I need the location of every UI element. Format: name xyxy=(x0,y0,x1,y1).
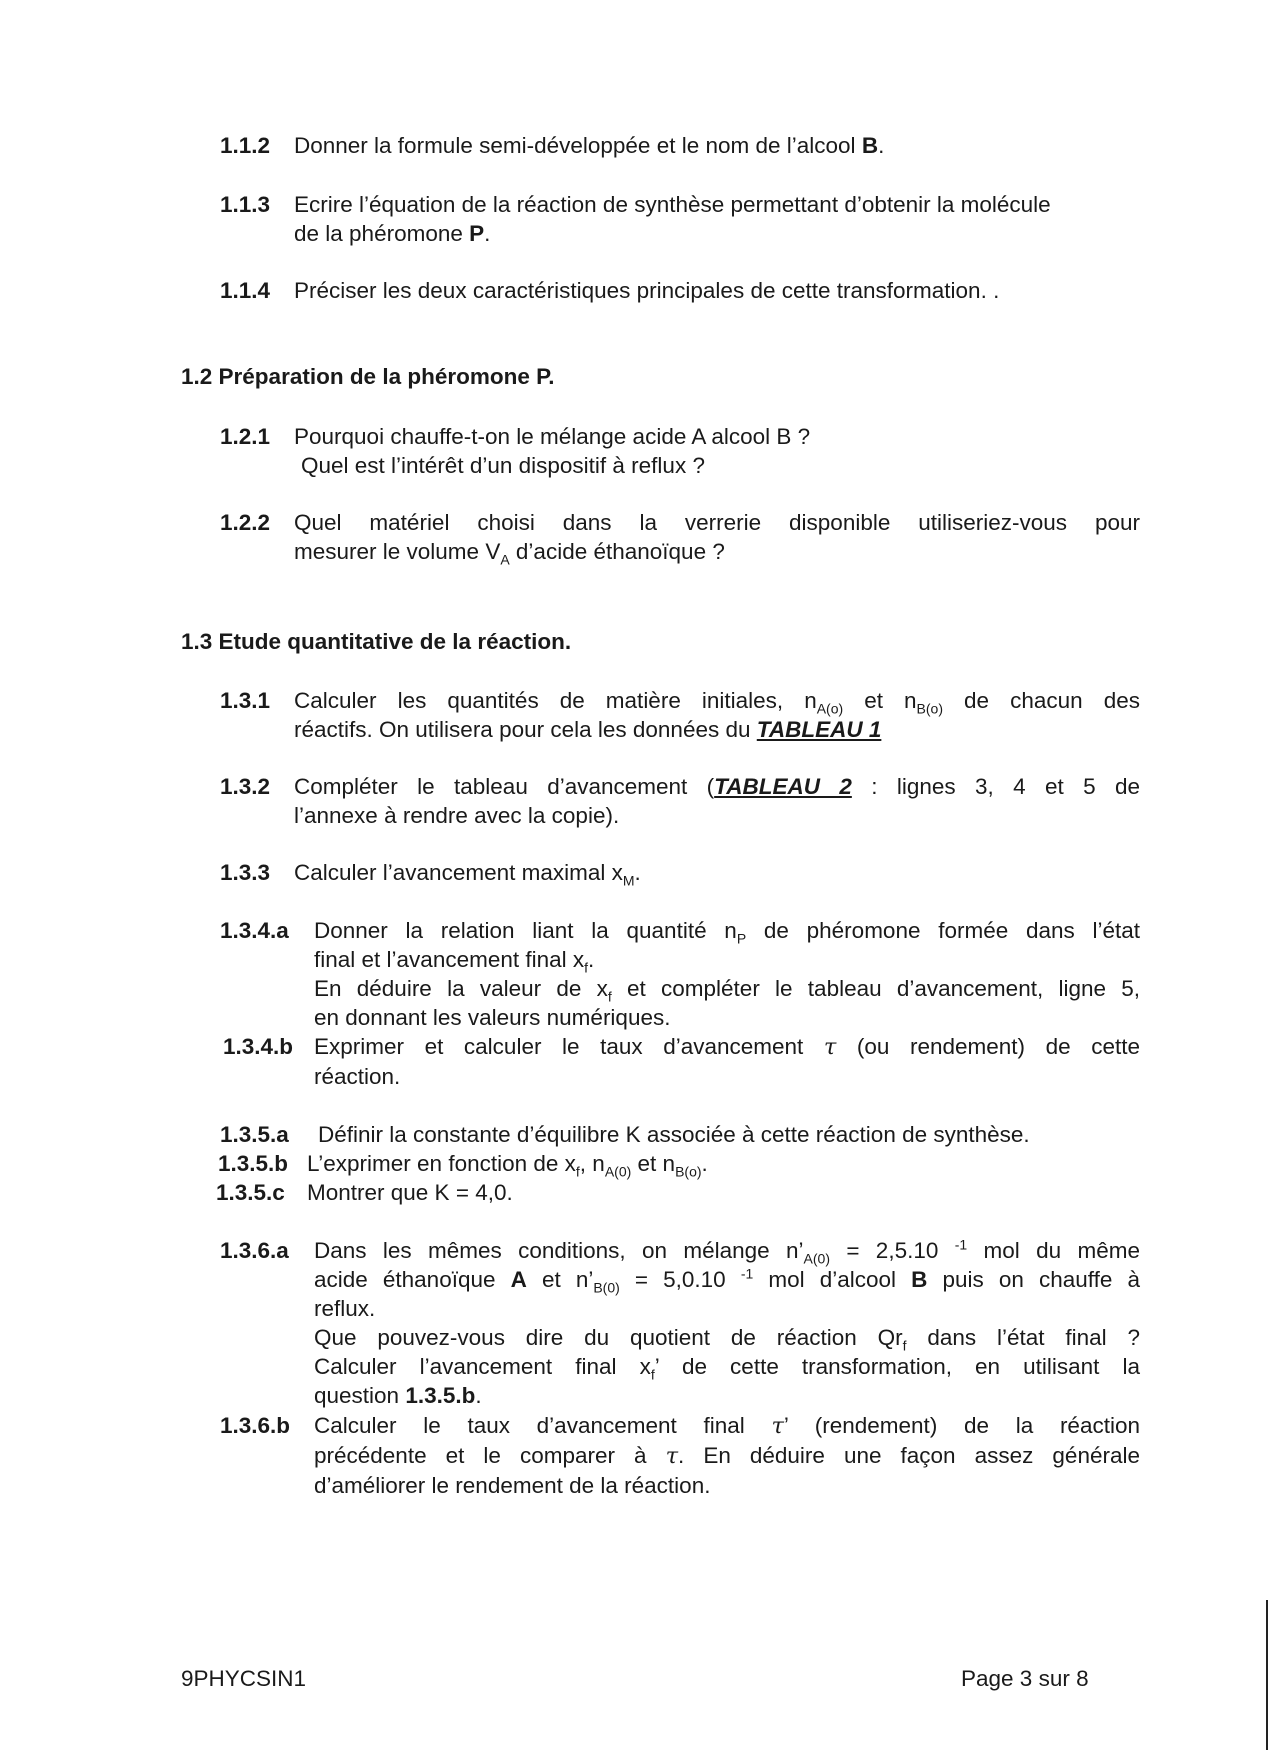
q136a-text: Dans les mêmes conditions, on mélange $n’_{A(0)} = 2,5.10$ $^{-1}$ mol du même acide éthanoïque A et $n’_{B(0)} = 5,0.10$ $^{-1}$ mol d’alcool B puis on chauffe à reflux. Que pouvez-vous dire du quotient de réaction $Qr_f$ dans l’état final ? Calculer l’avancement final $x_f$’ de cette transformation, en utilisant la question 1.3.5.b. xyxy=(314,1236,1141,1408)
q134a-number: 1.3.4.a xyxy=(220,918,289,943)
q112-text: Donner la formule semi-développée et le nom de l’alcool B. xyxy=(294,133,885,158)
q112-number: 1.1.2 xyxy=(220,133,271,158)
q135c-number: 1.3.5.c xyxy=(216,1180,285,1205)
q114-number: 1.1.4 xyxy=(220,278,271,303)
q121-text: Pourquoi chauffe-t-on le mélange acide A alcool B ? Quel est l’intérêt d’un dispositif à reflux ? xyxy=(294,424,811,478)
section-1-2-title: 1.2 Préparation de la phéromone P. xyxy=(181,364,555,389)
q134b-number: 1.3.4.b xyxy=(223,1034,294,1059)
q133-number: 1.3.3 xyxy=(220,860,271,885)
q122-text: Quel matériel choisi dans la verrerie disponible utiliseriez-vous pour mesurer le volume $V_A$ d’acide éthanoïque ? xyxy=(294,510,1140,568)
exam-code: 9PHYCSIN1 xyxy=(181,1666,307,1691)
q133-text: Calculer l’avancement maximal $x_M$. xyxy=(294,860,641,889)
q113-text: Ecrire l’équation de la réaction de synthèse permettant d’obtenir la molécule de la phéromone P. xyxy=(294,192,1051,246)
q132-text: Compléter le tableau d’avancement (TABLEAU 2 : lignes 3, 4 et 5 de l’annexe à rendre avec la copie). xyxy=(294,774,1140,828)
q131-number: 1.3.1 xyxy=(220,688,271,713)
q131-text: Calculer les quantités de matière initiales, $n_{A(o)}$ et $n_{B(o)}$ de chacun des réactifs. On utilisera pour cela les données du TABLEAU 1 xyxy=(294,688,1140,742)
q135b-text: L’exprimer en fonction de $x_f$, $n_{A(0)}$ et $n_{B(o)}$. xyxy=(307,1151,708,1180)
q135b-number: 1.3.5.b xyxy=(218,1151,289,1176)
q136a-number: 1.3.6.a xyxy=(220,1238,289,1263)
q114-text: Préciser les deux caractéristiques principales de cette transformation. . xyxy=(294,278,1000,303)
tableau-2-ref: TABLEAU 2 xyxy=(714,774,852,799)
q136b-number: 1.3.6.b xyxy=(220,1413,291,1438)
section-1-3-title: 1.3 Etude quantitative de la réaction. xyxy=(181,629,572,654)
tableau-1-ref: TABLEAU 1 xyxy=(756,717,882,742)
page-number: Page 3 sur 8 xyxy=(961,1666,1089,1691)
q132-number: 1.3.2 xyxy=(220,774,271,799)
q135a-text: Définir la constante d’équilibre K associée à cette réaction de synthèse. xyxy=(318,1122,1030,1147)
q134a-text: Donner la relation liant la quantité $n_P$ de phéromone formée dans l’état final et l’avancement final $x_f$. En déduire la valeur de $x_f$ et compléter le tableau d’avancement, ligne 5, en donnant les valeurs numériques. xyxy=(314,918,1140,1030)
q136b-text: Calculer le taux d’avancement final τ’ (rendement) de la réaction précédente et le comparer à τ. En déduire une façon assez générale d’améliorer le rendement de la réaction. xyxy=(314,1413,1140,1498)
q135a-number: 1.3.5.a xyxy=(220,1122,289,1147)
q135c-text: Montrer que K = 4,0. xyxy=(307,1180,513,1205)
q113-number: 1.1.3 xyxy=(220,192,271,217)
q122-number: 1.2.2 xyxy=(220,510,271,535)
scan-edge-line xyxy=(1266,1600,1268,1750)
q121-number: 1.2.1 xyxy=(220,424,271,449)
q134b-text: Exprimer et calculer le taux d’avancement τ (ou rendement) de cette réaction. xyxy=(314,1034,1140,1089)
